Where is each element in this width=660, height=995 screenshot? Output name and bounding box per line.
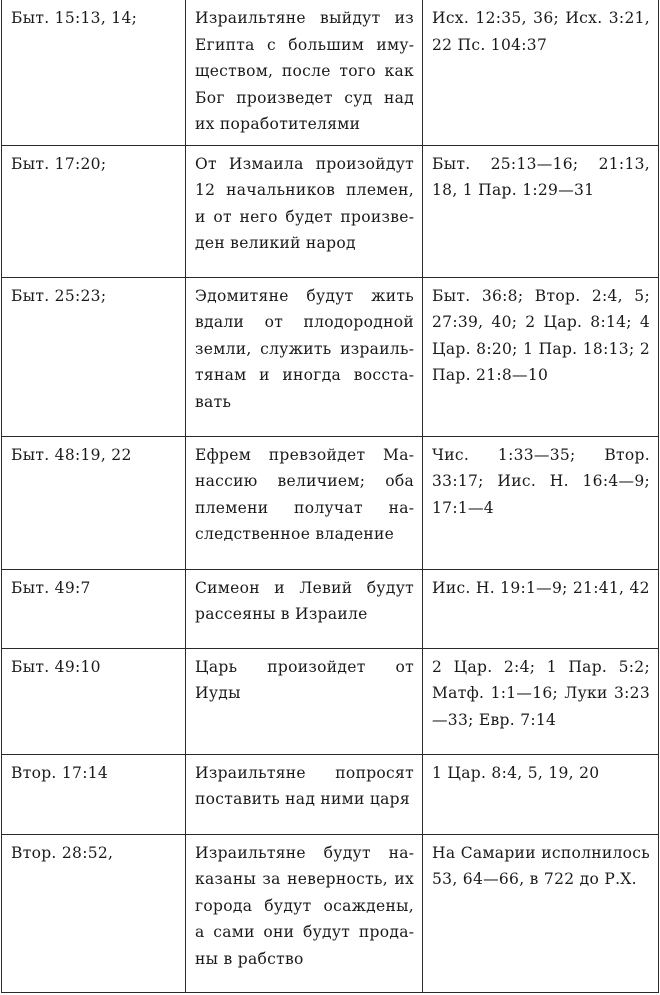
- prophecy-cell: От Измаила произойдут 12 начальников племен, и от него будет произведен великий народ: [186, 145, 423, 277]
- prophecy-table: [1, 0, 659, 993]
- table-row: [2, 648, 659, 754]
- reference-cell: Быт. 15:13, 14;: [2, 0, 186, 145]
- table-row: [2, 277, 659, 436]
- fulfillment-cell: 1 Цар. 8:4, 5, 19, 20: [423, 754, 659, 834]
- prophecy-cell: Ефрем превзойдет Манассию величием; оба племени получат наследственное владение: [186, 436, 423, 569]
- table-row: [2, 436, 659, 569]
- reference-cell: Быт. 49:7: [2, 569, 186, 648]
- fulfillment-cell: 2 Цар. 2:4; 1 Пар. 5:2; Матф. 1:1—16; Луки 3:23—33; Евр. 7:14: [423, 648, 659, 754]
- table-row: [2, 834, 659, 992]
- table-row: [2, 0, 659, 145]
- table-row: [2, 754, 659, 834]
- prophecy-cell: Эдомитяне будут жить вдали от плодородной земли, служить израильтянам и иногда восставать: [186, 277, 423, 436]
- prophecy-cell: Израильтяне попросят поставить над ними царя: [186, 754, 423, 834]
- reference-cell: Быт. 17:20;: [2, 145, 186, 277]
- fulfillment-cell: Иис. Н. 19:1—9; 21:41, 42: [423, 569, 659, 648]
- reference-cell: Быт. 48:19, 22: [2, 436, 186, 569]
- fulfillment-cell: Чис. 1:33—35; Втор. 33:17; Иис. Н. 16:4—9; 17:1—4: [423, 436, 659, 569]
- reference-cell: Быт. 49:10: [2, 648, 186, 754]
- reference-cell: Быт. 25:23;: [2, 277, 186, 436]
- prophecy-cell: Царь произойдет от Иуды: [186, 648, 423, 754]
- reference-cell: Втор. 28:52,: [2, 834, 186, 992]
- table-row: [2, 569, 659, 648]
- fulfillment-cell: На Самарии исполнилось 53, 64—66, в 722 до Р.Х.: [423, 834, 659, 992]
- prophecy-cell: Израильтяне выйдут из Египта с большим имуществом, после того как Бог произведет суд над их поработителями: [186, 0, 423, 145]
- table-row: [2, 145, 659, 277]
- fulfillment-cell: Исх. 12:35, 36; Исх. 3:21, 22 Пс. 104:37: [423, 0, 659, 145]
- prophecy-cell: Симеон и Левий будут рассеяны в Израиле: [186, 569, 423, 648]
- prophecy-cell: Израильтяне будут наказаны за неверность, их города будут осаждены, а сами они будут проданы в рабство: [186, 834, 423, 992]
- fulfillment-cell: Быт. 36:8; Втор. 2:4, 5; 27:39, 40; 2 Цар. 8:14; 4 Цар. 8:20; 1 Пар. 18:13; 2 Пар. 21:8—10: [423, 277, 659, 436]
- reference-cell: Втор. 17:14: [2, 754, 186, 834]
- fulfillment-cell: Быт. 25:13—16; 21:13, 18, 1 Пар. 1:29—31: [423, 145, 659, 277]
